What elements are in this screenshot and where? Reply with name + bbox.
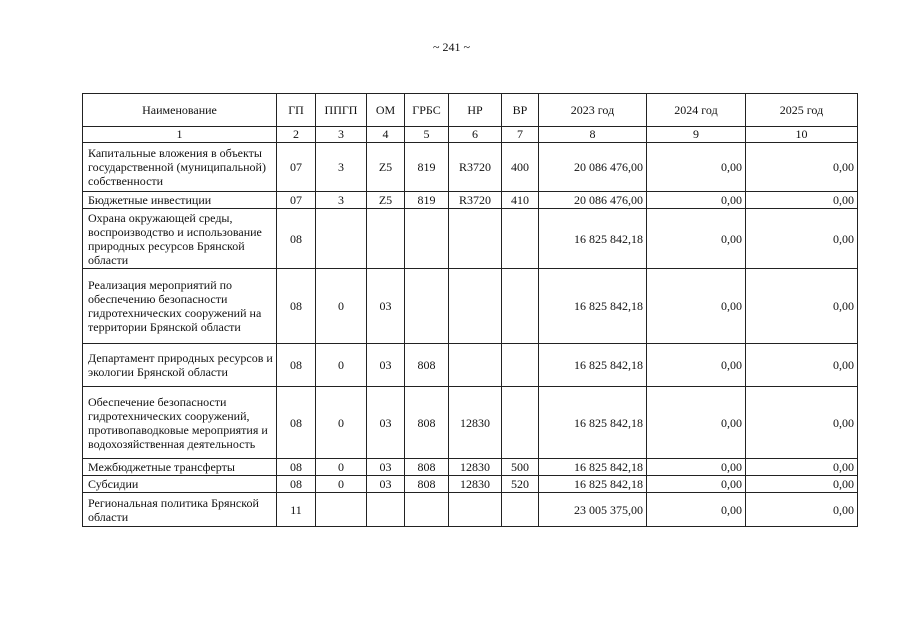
cell-gp: 11 bbox=[277, 493, 316, 527]
cell-2024: 0,00 bbox=[647, 143, 746, 192]
cell-grbs bbox=[405, 209, 449, 269]
header-name: Наименование bbox=[83, 94, 277, 127]
cell-grbs: 808 bbox=[405, 476, 449, 493]
cell-om: 03 bbox=[367, 344, 405, 387]
header-vr: ВР bbox=[502, 94, 539, 127]
cell-name: Региональная политика Брянской области bbox=[83, 493, 277, 527]
cell-gp: 08 bbox=[277, 459, 316, 476]
cell-2023: 16 825 842,18 bbox=[539, 209, 647, 269]
column-number: 7 bbox=[502, 127, 539, 143]
cell-vr bbox=[502, 269, 539, 344]
column-number: 4 bbox=[367, 127, 405, 143]
cell-ppgp: 0 bbox=[316, 344, 367, 387]
cell-2024: 0,00 bbox=[647, 269, 746, 344]
table-row bbox=[83, 143, 858, 192]
cell-ppgp bbox=[316, 493, 367, 527]
cell-2025: 0,00 bbox=[746, 192, 858, 209]
cell-om: 03 bbox=[367, 459, 405, 476]
cell-nr bbox=[449, 269, 502, 344]
cell-nr: 12830 bbox=[449, 459, 502, 476]
cell-gp: 07 bbox=[277, 143, 316, 192]
cell-nr bbox=[449, 344, 502, 387]
column-number: 8 bbox=[539, 127, 647, 143]
cell-om bbox=[367, 209, 405, 269]
cell-2024: 0,00 bbox=[647, 493, 746, 527]
page-number: ~ 241 ~ bbox=[433, 40, 470, 54]
cell-2025: 0,00 bbox=[746, 143, 858, 192]
table-body bbox=[83, 94, 858, 527]
cell-2025: 0,00 bbox=[746, 269, 858, 344]
header-nr: НР bbox=[449, 94, 502, 127]
cell-2024: 0,00 bbox=[647, 476, 746, 493]
cell-om bbox=[367, 493, 405, 527]
cell-gp: 08 bbox=[277, 476, 316, 493]
cell-grbs: 808 bbox=[405, 459, 449, 476]
cell-vr: 400 bbox=[502, 143, 539, 192]
cell-2025: 0,00 bbox=[746, 344, 858, 387]
table-row bbox=[83, 459, 858, 476]
cell-2023: 16 825 842,18 bbox=[539, 269, 647, 344]
cell-om: 03 bbox=[367, 476, 405, 493]
cell-name: Бюджетные инвестиции bbox=[83, 192, 277, 209]
cell-gp: 08 bbox=[277, 269, 316, 344]
cell-vr bbox=[502, 387, 539, 459]
cell-grbs bbox=[405, 493, 449, 527]
column-number: 9 bbox=[647, 127, 746, 143]
header-grbs: ГРБС bbox=[405, 94, 449, 127]
cell-om: 03 bbox=[367, 387, 405, 459]
cell-vr: 410 bbox=[502, 192, 539, 209]
cell-2024: 0,00 bbox=[647, 459, 746, 476]
cell-om: 03 bbox=[367, 269, 405, 344]
table-row bbox=[83, 387, 858, 459]
cell-2024: 0,00 bbox=[647, 192, 746, 209]
header-row bbox=[83, 94, 858, 127]
cell-nr: 12830 bbox=[449, 387, 502, 459]
cell-gp: 07 bbox=[277, 192, 316, 209]
cell-ppgp: 0 bbox=[316, 476, 367, 493]
cell-vr bbox=[502, 209, 539, 269]
column-number-row bbox=[83, 127, 858, 143]
cell-2023: 20 086 476,00 bbox=[539, 192, 647, 209]
header-2024: 2024 год bbox=[647, 94, 746, 127]
cell-name: Охрана окружающей среды, воспроизводство и использование природных ресурсов Брянской области bbox=[83, 209, 277, 269]
cell-name: Обеспечение безопасности гидротехнических сооружений, противопаводковые мероприятия и водохозяйственная деятельность bbox=[83, 387, 277, 459]
column-number: 1 bbox=[83, 127, 277, 143]
table-row bbox=[83, 209, 858, 269]
cell-om: Z5 bbox=[367, 192, 405, 209]
cell-2025: 0,00 bbox=[746, 493, 858, 527]
cell-grbs: 808 bbox=[405, 387, 449, 459]
cell-nr: R3720 bbox=[449, 143, 502, 192]
cell-vr: 500 bbox=[502, 459, 539, 476]
cell-2023: 23 005 375,00 bbox=[539, 493, 647, 527]
cell-gp: 08 bbox=[277, 344, 316, 387]
column-number: 10 bbox=[746, 127, 858, 143]
cell-2025: 0,00 bbox=[746, 476, 858, 493]
cell-om: Z5 bbox=[367, 143, 405, 192]
cell-name: Реализация мероприятий по обеспечению безопасности гидротехнических сооружений на территории Брянской области bbox=[83, 269, 277, 344]
header-2025: 2025 год bbox=[746, 94, 858, 127]
cell-vr: 520 bbox=[502, 476, 539, 493]
cell-2023: 20 086 476,00 bbox=[539, 143, 647, 192]
cell-nr bbox=[449, 209, 502, 269]
cell-2024: 0,00 bbox=[647, 209, 746, 269]
cell-2023: 16 825 842,18 bbox=[539, 344, 647, 387]
table-row bbox=[83, 476, 858, 493]
cell-vr bbox=[502, 493, 539, 527]
header-gp: ГП bbox=[277, 94, 316, 127]
cell-2025: 0,00 bbox=[746, 459, 858, 476]
table-row bbox=[83, 192, 858, 209]
cell-ppgp: 0 bbox=[316, 387, 367, 459]
column-number: 2 bbox=[277, 127, 316, 143]
cell-2025: 0,00 bbox=[746, 387, 858, 459]
cell-gp: 08 bbox=[277, 387, 316, 459]
cell-name: Капитальные вложения в объекты государственной (муниципальной) собственности bbox=[83, 143, 277, 192]
cell-ppgp: 0 bbox=[316, 459, 367, 476]
table-row bbox=[83, 493, 858, 527]
cell-2024: 0,00 bbox=[647, 387, 746, 459]
cell-nr bbox=[449, 493, 502, 527]
budget-table bbox=[82, 93, 858, 527]
header-om: ОМ bbox=[367, 94, 405, 127]
cell-vr bbox=[502, 344, 539, 387]
cell-grbs bbox=[405, 269, 449, 344]
cell-name: Субсидии bbox=[83, 476, 277, 493]
cell-gp: 08 bbox=[277, 209, 316, 269]
cell-2023: 16 825 842,18 bbox=[539, 476, 647, 493]
cell-2023: 16 825 842,18 bbox=[539, 459, 647, 476]
cell-2023: 16 825 842,18 bbox=[539, 387, 647, 459]
cell-ppgp bbox=[316, 209, 367, 269]
cell-2024: 0,00 bbox=[647, 344, 746, 387]
cell-ppgp: 0 bbox=[316, 269, 367, 344]
header-ppgp: ППГП bbox=[316, 94, 367, 127]
column-number: 3 bbox=[316, 127, 367, 143]
cell-2025: 0,00 bbox=[746, 209, 858, 269]
cell-nr: R3720 bbox=[449, 192, 502, 209]
cell-ppgp: 3 bbox=[316, 143, 367, 192]
table-row bbox=[83, 269, 858, 344]
cell-ppgp: 3 bbox=[316, 192, 367, 209]
table-row bbox=[83, 344, 858, 387]
cell-grbs: 819 bbox=[405, 192, 449, 209]
cell-name: Департамент природных ресурсов и экологии Брянской области bbox=[83, 344, 277, 387]
header-2023: 2023 год bbox=[539, 94, 647, 127]
cell-name: Межбюджетные трансферты bbox=[83, 459, 277, 476]
cell-grbs: 808 bbox=[405, 344, 449, 387]
cell-nr: 12830 bbox=[449, 476, 502, 493]
column-number: 5 bbox=[405, 127, 449, 143]
cell-grbs: 819 bbox=[405, 143, 449, 192]
column-number: 6 bbox=[449, 127, 502, 143]
